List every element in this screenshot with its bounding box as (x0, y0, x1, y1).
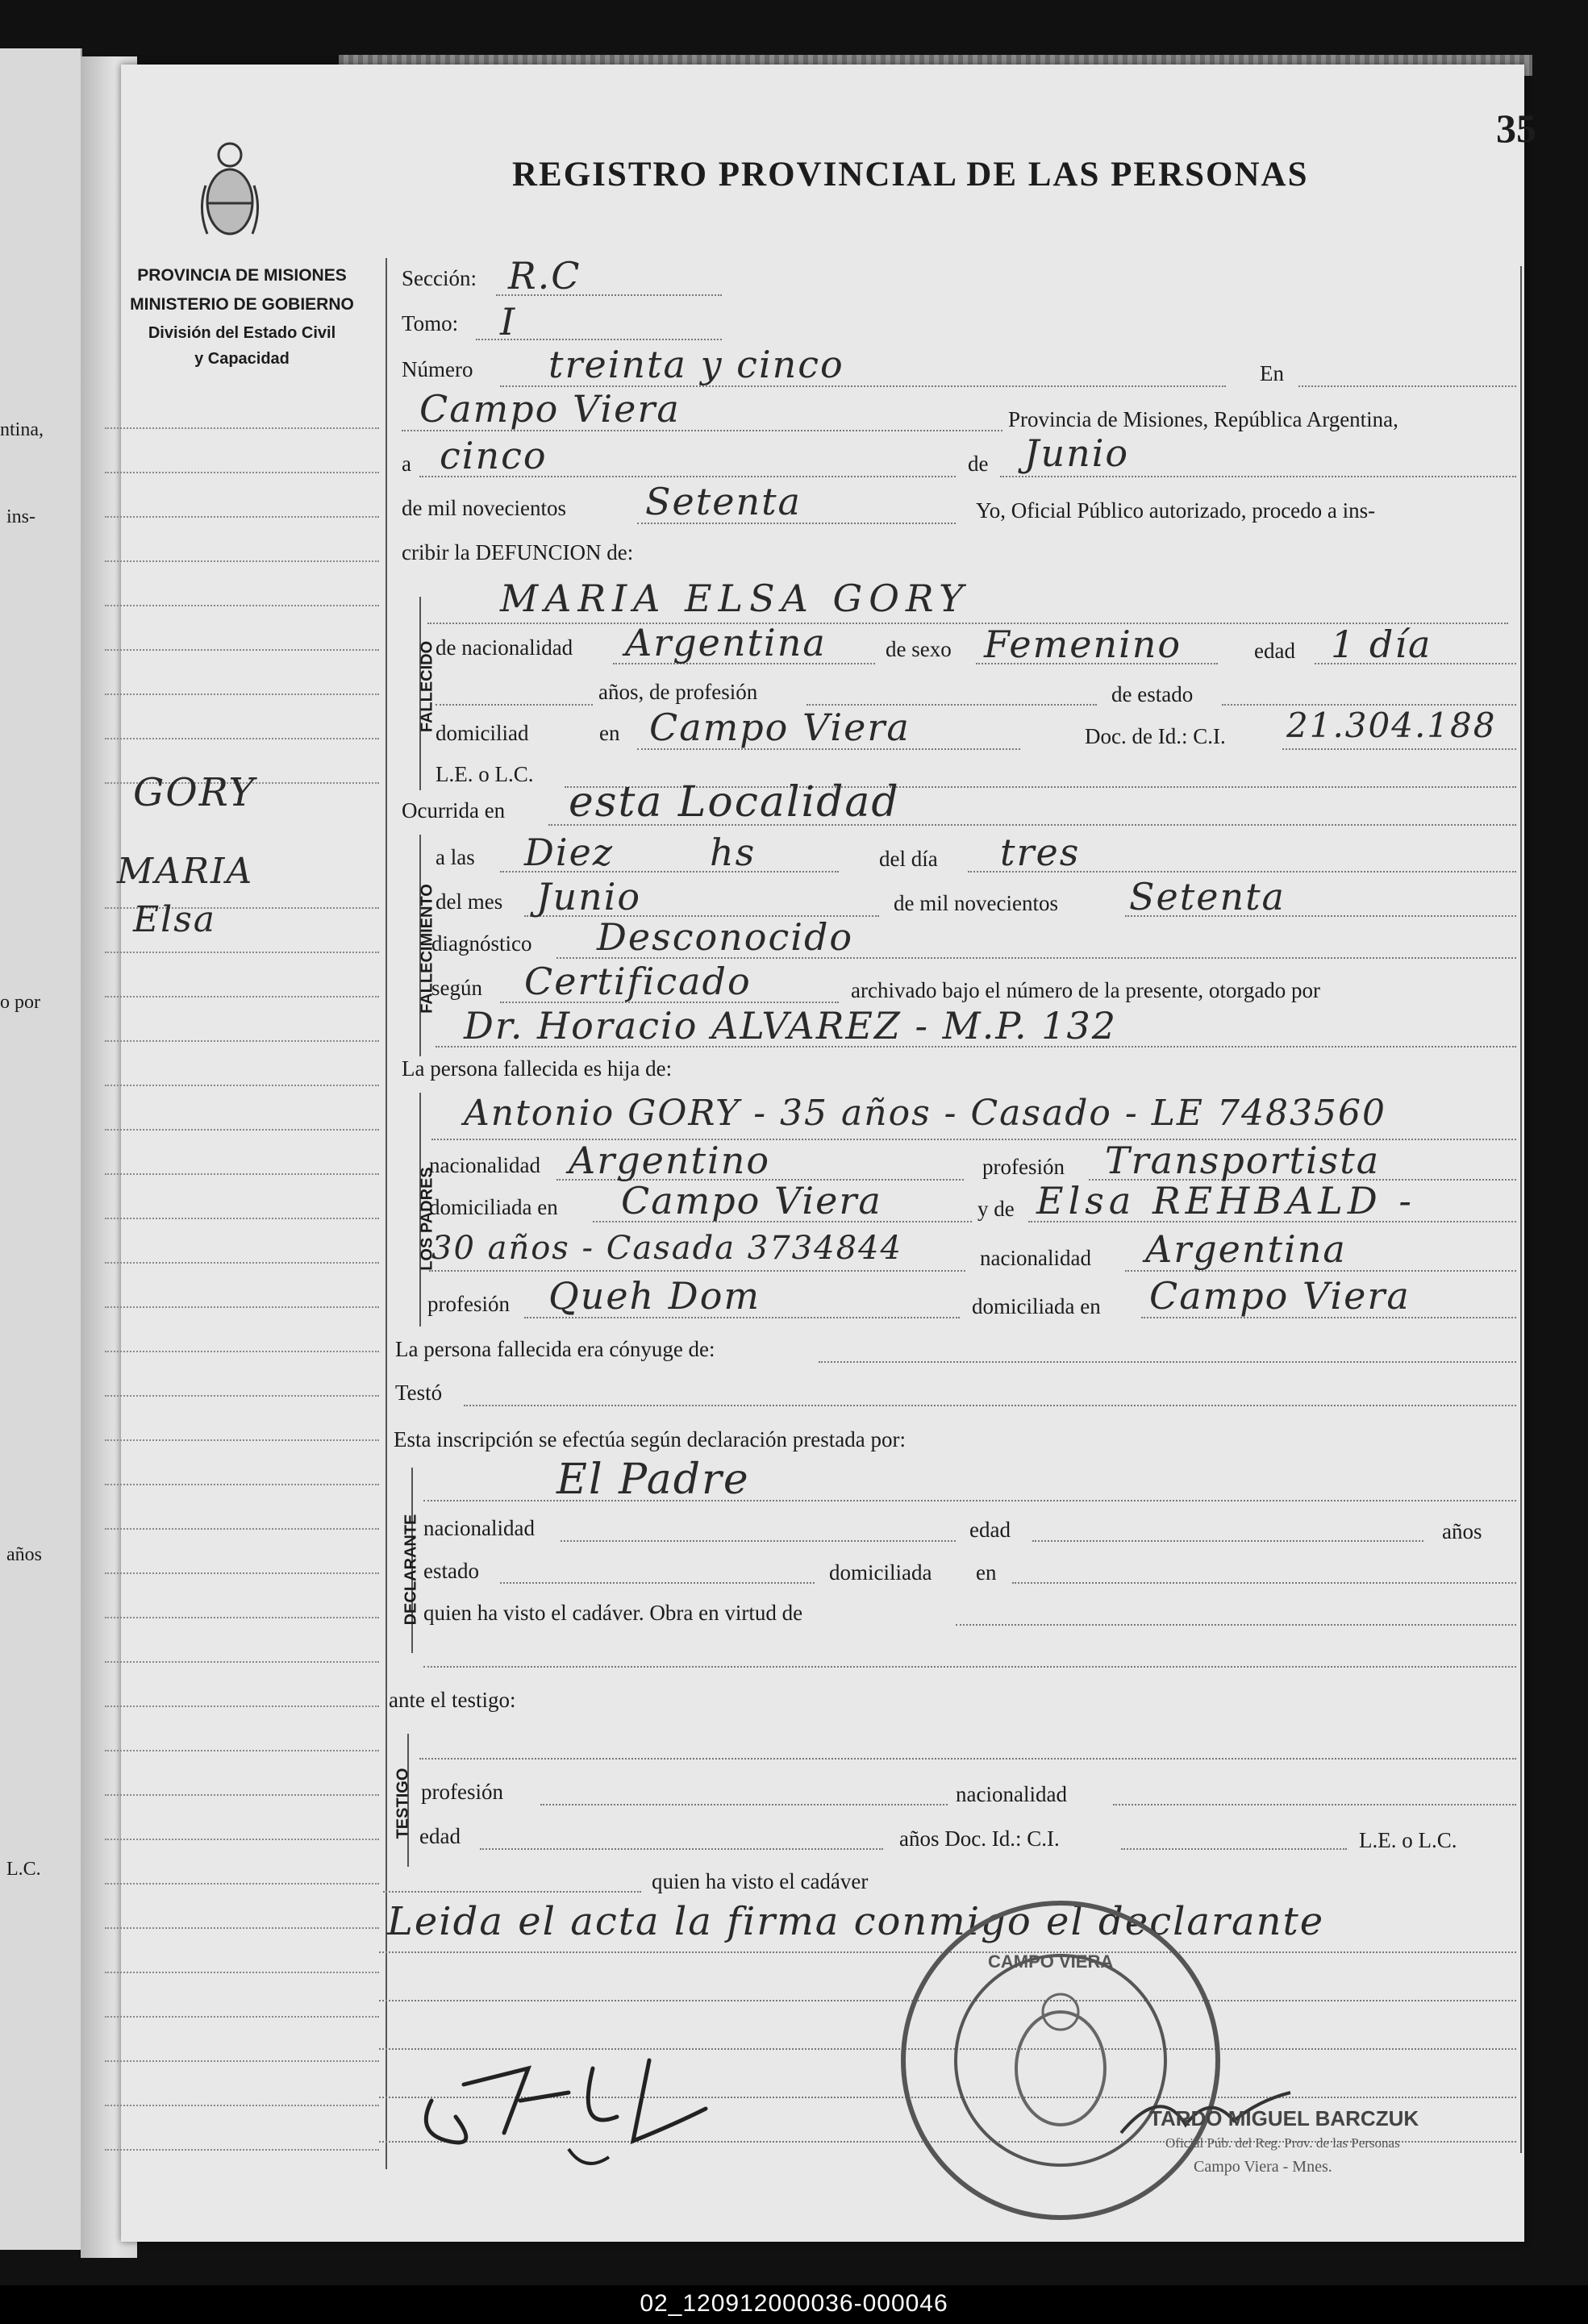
yo-label: Yo, Oficial Público autorizado, procedo a ins- (976, 498, 1376, 523)
madre-domiciliada-label: domiciliada en (972, 1294, 1101, 1318)
office-ministry: MINISTERIO DE GOBIERNO (130, 295, 354, 314)
page-number: 35 (1496, 106, 1536, 151)
section-padres-label: LOS PADRES (418, 1167, 436, 1271)
cribir-label: cribir la DEFUNCION de: (402, 540, 634, 564)
madre-domicilio-value: Campo Viera (1149, 1274, 1411, 1318)
en-label-2: en (599, 721, 620, 745)
edad-label: edad (1254, 639, 1295, 663)
decl-cadaver-label: quien ha visto el cadáver. Obra en virtud de (423, 1601, 803, 1625)
doc-value: 21.304.188 (1286, 706, 1497, 745)
inscripcion-label: Esta inscripción se efectúa según declaración prestada por: (394, 1427, 906, 1451)
section-declarante-label: DECLARANTE (402, 1514, 420, 1626)
anio-value: Setenta (645, 480, 802, 523)
dia-fall-value: tres (1000, 831, 1081, 874)
declarante-value: El Padre (556, 1456, 750, 1504)
archivado-label: archivado bajo el número de la presente, otorgado por (851, 978, 1321, 1002)
madre-nacionalidad-value: Argentina (1145, 1227, 1347, 1271)
margin-name2: Elsa (133, 899, 217, 940)
test-profesion-label: profesión (421, 1780, 503, 1804)
office-capacity: y Capacidad (194, 350, 290, 368)
test-cadaver-label: quien ha visto el cadáver (652, 1869, 869, 1893)
section-testigo-label: TESTIGO (394, 1768, 412, 1839)
provincia-label: Provincia de Misiones, República Argentina, (1008, 407, 1398, 431)
medico-value: Dr. Horacio ALVAREZ - M.P. 132 (464, 1004, 1118, 1047)
testo-label: Testó (395, 1381, 443, 1405)
seccion-label: Sección: (402, 266, 477, 290)
y-de-label: y de (977, 1197, 1015, 1221)
madre-detalle-value: 30 años - Casada 3734844 (431, 1230, 902, 1267)
prev-page-stub: ins- (6, 506, 35, 527)
a-label: a (402, 452, 411, 476)
padre-profesion-value: Transportista (1105, 1139, 1381, 1182)
madre-profesion-value: Queh Dom (548, 1274, 761, 1318)
decl-domiciliada-label: domiciliada (829, 1560, 932, 1585)
margin-surname: GORY (133, 770, 256, 815)
domiciliad-label: domiciliad (436, 721, 529, 745)
doc-id-label: Doc. de Id.: C.I. (1085, 724, 1226, 748)
margin-name1: MARIA (117, 851, 254, 892)
mes-value: Junio (1024, 431, 1130, 475)
sexo-value: Femenino (984, 623, 1182, 666)
de-label: de (968, 452, 989, 476)
previous-page (0, 48, 82, 2250)
officer-place: Campo Viera - Mnes. (1194, 2158, 1332, 2176)
padre-nacionalidad-value: Argentino (569, 1139, 771, 1182)
cierre-value: Leida el acta la firma conmigo el declarante (387, 1899, 1325, 1944)
prev-page-stub: años (6, 1544, 42, 1565)
nacionalidad-label: de nacionalidad (436, 635, 573, 660)
conyuge-label: La persona fallecida era cónyuge de: (395, 1337, 715, 1361)
diagnostico-label: diagnóstico (431, 931, 532, 956)
decl-nacionalidad-label: nacionalidad (423, 1516, 535, 1540)
a-las-label: a las (436, 845, 475, 869)
file-name: 02_120912000036-000046 (640, 2290, 948, 2317)
seccion-value: R.C (508, 254, 581, 298)
decl-anos-label: años (1442, 1519, 1482, 1543)
numero-value: treinta y cinco (548, 343, 844, 386)
official-stamp (891, 1891, 1230, 2230)
segun-value: Certificado (524, 960, 752, 1003)
de-mil-label: de mil novecientos (402, 496, 566, 520)
lugar-value: Campo Viera (419, 387, 681, 431)
tomo-label: Tomo: (402, 311, 459, 335)
anos-profesion-label: años, de profesión (598, 680, 758, 704)
decl-en-label: en (976, 1560, 997, 1585)
padre-domicilio-value: Campo Viera (621, 1179, 882, 1222)
dia-value: cinco (440, 434, 548, 477)
nacionalidad-value: Argentina (625, 621, 827, 664)
edad-value: 1 día (1331, 623, 1432, 666)
padre-profesion-label: profesión (982, 1155, 1065, 1179)
coat-of-arms-icon (198, 137, 262, 250)
declarant-signature (407, 2036, 730, 2181)
le-lc-label: L.E. o L.C. (436, 762, 534, 786)
del-mes-label: del mes (436, 889, 503, 914)
mes-fall-value: Junio (536, 875, 642, 918)
hs-value: hs (710, 831, 756, 874)
en-label: En (1260, 361, 1284, 385)
decl-edad-label: edad (969, 1518, 1011, 1542)
ante-testigo-label: ante el testigo: (389, 1688, 516, 1712)
madre-nacionalidad-label: nacionalidad (980, 1246, 1091, 1270)
office-province: PROVINCIA DE MISIONES (137, 266, 347, 285)
stamp-center-text: CAMPO VIERA (988, 1951, 1114, 1972)
form-left-rule (386, 258, 387, 2169)
ocurrida-value: esta Localidad (569, 778, 900, 827)
numero-label: Número (402, 357, 473, 381)
padre-value: Antonio GORY - 35 años - Casado - LE 7483560 (464, 1093, 1386, 1134)
office-division: División del Estado Civil (148, 324, 336, 342)
page-title: REGISTRO PROVINCIAL DE LAS PERSONAS (512, 156, 1309, 194)
officer-name: TARDO MIGUEL BARCZUK (1149, 2106, 1419, 2130)
sexo-label: de sexo (886, 637, 952, 661)
de-mil-label-2: de mil novecientos (894, 891, 1058, 915)
madre-profesion-label: profesión (427, 1292, 510, 1316)
prev-page-stub: ntina, (0, 419, 44, 440)
officer-title: Oficial Púb. del Reg. Prov. de las Personas (1165, 2135, 1400, 2151)
padre-domiciliada-label: domiciliada en (429, 1195, 558, 1219)
hora-value: Diez (524, 831, 615, 874)
prev-page-stub: L.C. (6, 1859, 41, 1880)
tomo-value: I (500, 300, 517, 344)
anio-fall-value: Setenta (1129, 875, 1286, 918)
test-edad-label: edad (419, 1824, 461, 1848)
diagnostico-value: Desconocido (597, 915, 854, 959)
deceased-name: MARIA ELSA GORY (500, 577, 970, 620)
section-fallecido-label: FALLECIDO (418, 640, 436, 733)
decl-estado-label: estado (423, 1559, 479, 1583)
estado-label: de estado (1111, 682, 1194, 706)
test-nacionalidad-label: nacionalidad (956, 1782, 1067, 1806)
del-dia-label: del día (879, 847, 938, 871)
test-le-label: L.E. o L.C. (1359, 1828, 1457, 1852)
hija-de-label: La persona fallecida es hija de: (402, 1056, 673, 1081)
test-anos-doc-label: años Doc. Id.: C.I. (899, 1826, 1060, 1851)
padre-nacionalidad-label: nacionalidad (429, 1153, 540, 1177)
section-fallecimiento-label: FALLECIMIENTO (418, 884, 436, 1014)
prev-page-stub: o por (0, 992, 40, 1013)
form-right-rule (1520, 266, 1522, 2153)
ocurrida-label: Ocurrida en (402, 798, 506, 823)
segun-label: según (431, 976, 482, 1000)
domicilio-value: Campo Viera (649, 706, 911, 749)
madre-value: Elsa REHBALD - (1036, 1179, 1416, 1222)
